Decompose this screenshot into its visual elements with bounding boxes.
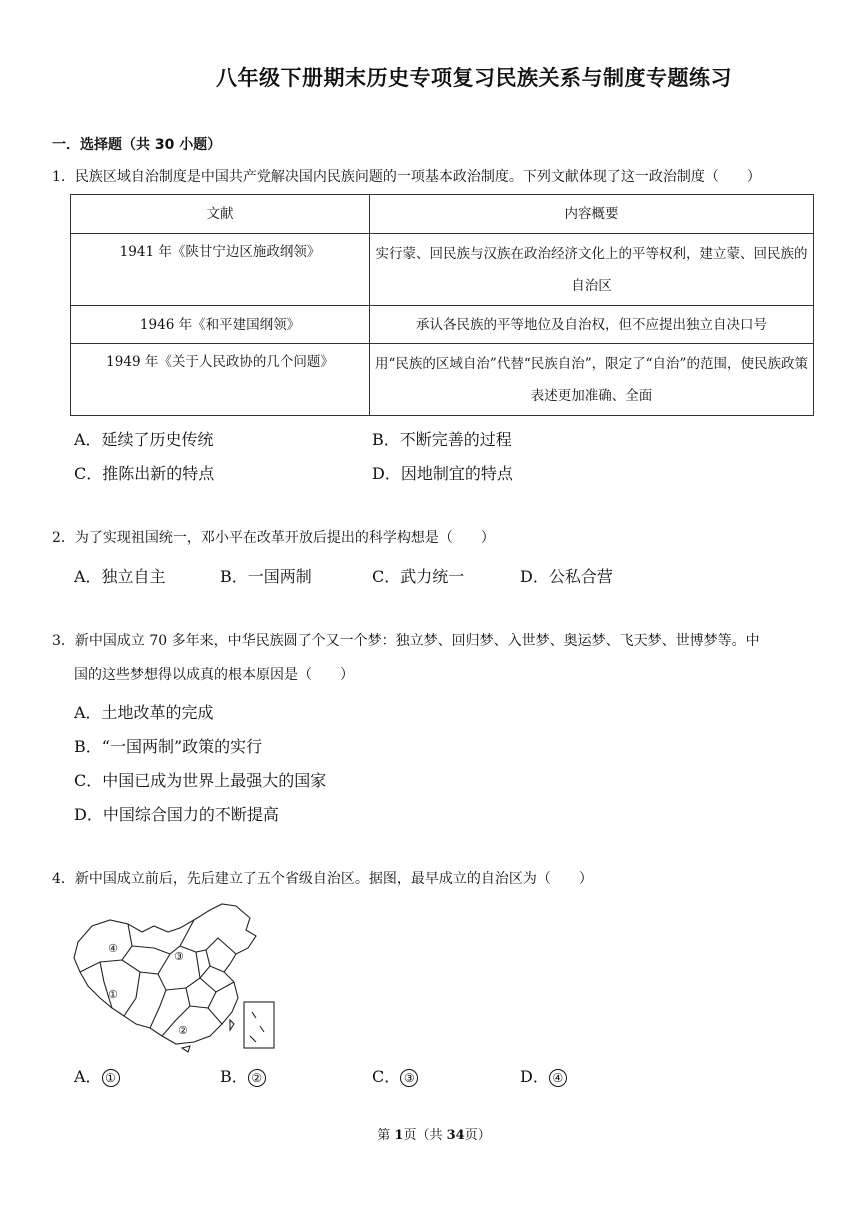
option-d[interactable]: D．公私合营 (520, 567, 613, 586)
table-cell: 实行蒙、回民族与汉族在政治经济文化上的平等权利，建立蒙、回民族的自治区 (370, 234, 814, 306)
map-label-1: ① (108, 988, 118, 1001)
option-c[interactable]: C．推陈出新的特点 (74, 464, 215, 483)
section-heading: 一．选择题（共 30 小题） (52, 137, 222, 153)
option-a[interactable]: A．土地改革的完成 (74, 703, 214, 722)
table-cell: 1941 年《陕甘宁边区施政纲领》 (71, 234, 370, 306)
table-row (71, 344, 814, 416)
circled-number: ③ (400, 1069, 418, 1087)
option-b[interactable] (220, 1064, 266, 1087)
question-4-stem: 4．新中国成立前后，先后建立了五个省级自治区。据图，最早成立的自治区为（ ） (52, 871, 593, 887)
option-letter: A． (74, 1067, 102, 1086)
table-cell: 用“民族的区域自治”代替“民族自治”，限定了“自治”的范围，使民族政策表述更加准确、全面 (370, 344, 814, 416)
footer-prefix: 第 (377, 1128, 395, 1143)
option-b[interactable]: B．“一国两制”政策的实行 (74, 737, 263, 756)
total-pages: 34 (446, 1128, 465, 1143)
china-map (70, 902, 280, 1054)
option-c[interactable]: C．中国已成为世界上最强大的国家 (74, 771, 327, 790)
table-row (71, 234, 814, 306)
footer-suffix: 页） (464, 1128, 491, 1143)
page-title: 八年级下册期末历史专项复习民族关系与制度专题练习 (216, 66, 732, 90)
question-2-stem: 2．为了实现祖国统一，邓小平在改革开放后提出的科学构想是（ ） (52, 530, 495, 546)
table-header-cell: 文献 (71, 195, 370, 234)
table-cell: 承认各民族的平等地位及自治权，但不应提出独立自决口号 (370, 306, 814, 344)
table-header-cell: 内容概要 (370, 195, 814, 234)
option-a[interactable] (74, 1064, 120, 1087)
table-row (71, 306, 814, 344)
option-d[interactable] (520, 1064, 567, 1087)
circled-number: ② (248, 1069, 266, 1087)
option-a[interactable]: A．延续了历史传统 (74, 430, 214, 449)
option-letter: D． (520, 1067, 549, 1086)
map-label-2: ② (178, 1024, 188, 1037)
option-b[interactable]: B．一国两制 (220, 567, 312, 586)
table-header-row (71, 195, 814, 234)
option-c[interactable]: C．武力统一 (372, 567, 465, 586)
option-d[interactable]: D．因地制宜的特点 (372, 464, 513, 483)
circled-number: ④ (549, 1069, 567, 1087)
question-3-stem-line2: 国的这些梦想得以成真的根本原因是（ ） (74, 667, 354, 683)
question-1-stem: 1．民族区域自治制度是中国共产党解决国内民族问题的一项基本政治制度。下列文献体现了这一政治制度（ ） (52, 169, 761, 185)
table-cell: 1949 年《关于人民政协的几个问题》 (71, 344, 370, 416)
map-label-4: ④ (108, 942, 118, 955)
option-d[interactable]: D．中国综合国力的不断提高 (74, 805, 279, 824)
footer-mid: 页（共 (403, 1128, 447, 1143)
option-a[interactable]: A．独立自主 (74, 567, 166, 586)
option-letter: B． (220, 1067, 248, 1086)
map-label-3: ③ (174, 950, 184, 963)
option-b[interactable]: B．不断完善的过程 (372, 430, 512, 449)
question-1-table (70, 194, 814, 416)
question-3-stem-line1: 3．新中国成立 70 多年来，中华民族圆了个又一个梦：独立梦、回归梦、入世梦、奥运梦、飞天梦、世博梦等。中 (52, 633, 760, 649)
page-footer (0, 1124, 868, 1143)
option-letter: C． (372, 1067, 401, 1086)
option-c[interactable] (372, 1064, 418, 1087)
circled-number: ① (102, 1069, 120, 1087)
table-cell: 1946 年《和平建国纲领》 (71, 306, 370, 344)
page-number: 1 (394, 1128, 404, 1143)
